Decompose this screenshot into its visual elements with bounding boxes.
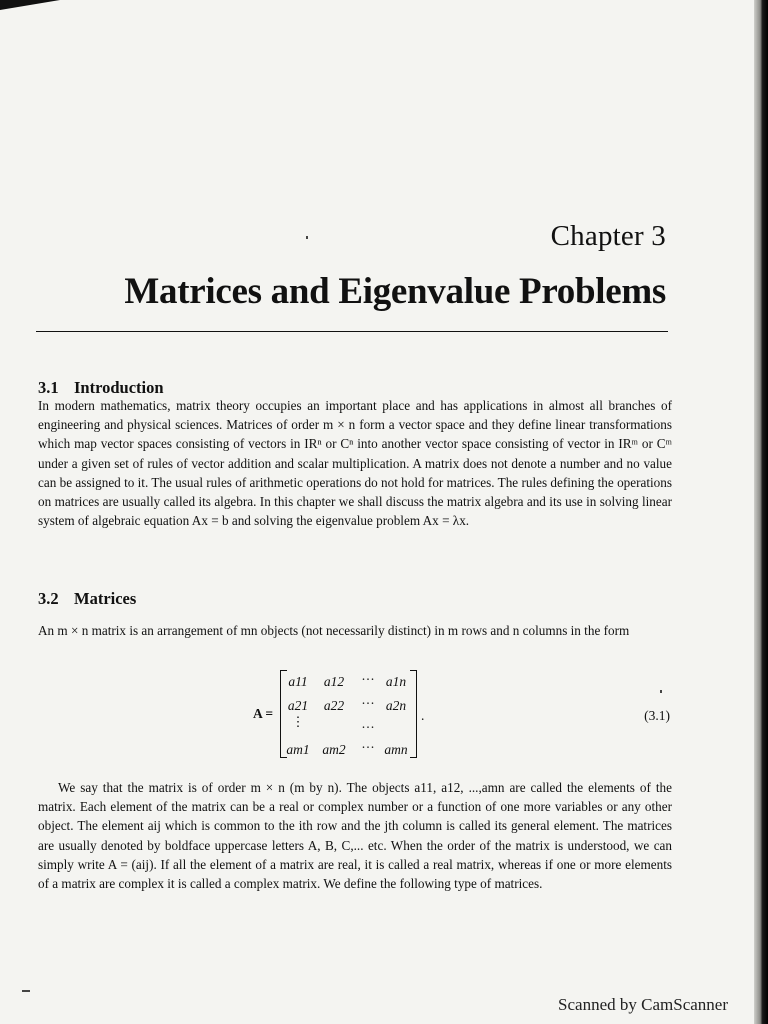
section-title: Introduction — [74, 378, 164, 397]
chapter-title: Matrices and Eigenvalue Problems — [124, 271, 666, 312]
matrix-cell: a11 — [288, 674, 308, 689]
section-heading-introduction — [38, 378, 164, 398]
matrix-cell: ··· — [361, 740, 375, 755]
equation-number: (3.1) — [644, 708, 670, 723]
matrix-cell: ··· — [361, 720, 375, 735]
matrix-cell: a12 — [323, 674, 345, 689]
matrix-cell: a1n — [385, 674, 407, 689]
scan-speck — [660, 690, 662, 693]
matrices-body-paragraph: We say that the matrix is of order m × n (m by n). The objects a11, a12, ...,amn are called the elements of the matrix. Each element of the matrix can be a real or complex number or a function of one more variables or any other object. The element aij which is common to the ith row and the jth column is called its general element. The matrices are usually denoted by boldface uppercase letters A, B, C,... etc. When the order of the matrix is understood, we can simply write A = (aij). If all the element of a matrix are real, it is called a real matrix, whereas if one or more elements of a matrix are complex it is called a complex matrix. We define the following type of matrices. — [38, 780, 672, 892]
matrices-intro-paragraph: An m × n matrix is an arrangement of mn objects (not necessarily distinct) in m rows and n columns in the form — [38, 623, 630, 638]
introduction-paragraph: In modern mathematics, matrix theory occupies an important place and has applications in almost all branches of engineering and physical sciences. Matrices of order m × n form a vector space and they define linear transformations which map vector spaces consisting of vectors in IRⁿ or Cⁿ into another vector space consisting of vector in IRᵐ or Cᵐ under a given set of rules of vector addition and scalar multiplication. A matrix does not denote a number and no value can be assigned to it. The usual rules of arithmetic operations do not hold for matrices. The rules defining the operations on matrices are usually called its algebra. In this chapter we shall discuss the matrix algebra and its use in solving linear system of algebraic equation Ax = b and solving the eigenvalue problem Ax = λx. — [38, 398, 672, 529]
section-title: Matrices — [74, 589, 137, 608]
matrix-cell: ··· — [361, 696, 375, 711]
matrix-cell: a21 — [287, 698, 309, 713]
equation-period: . — [421, 708, 425, 723]
scanner-watermark: Scanned by CamScanner — [558, 995, 728, 1014]
matrix-cell: am1 — [286, 742, 310, 757]
matrix-cell: amn — [384, 742, 408, 757]
title-rule — [36, 331, 668, 332]
equation-lhs: A = — [253, 706, 274, 721]
matrix-cell: ··· — [361, 672, 375, 687]
matrix-cell: ⋮ — [291, 714, 305, 729]
section-number: 3.2 — [38, 589, 59, 608]
section-heading-matrices — [38, 589, 136, 609]
matrix-cell: am2 — [322, 742, 346, 757]
matrix-cell: a22 — [323, 698, 345, 713]
scan-speck — [306, 236, 308, 239]
matrix-cell: a2n — [385, 698, 407, 713]
scan-page-edge — [754, 0, 768, 1024]
scan-speck — [22, 990, 30, 992]
scan-corner-mark — [0, 0, 60, 10]
matrix-equation — [253, 668, 453, 760]
chapter-number: Chapter 3 — [550, 220, 666, 252]
section-number: 3.1 — [38, 378, 59, 397]
